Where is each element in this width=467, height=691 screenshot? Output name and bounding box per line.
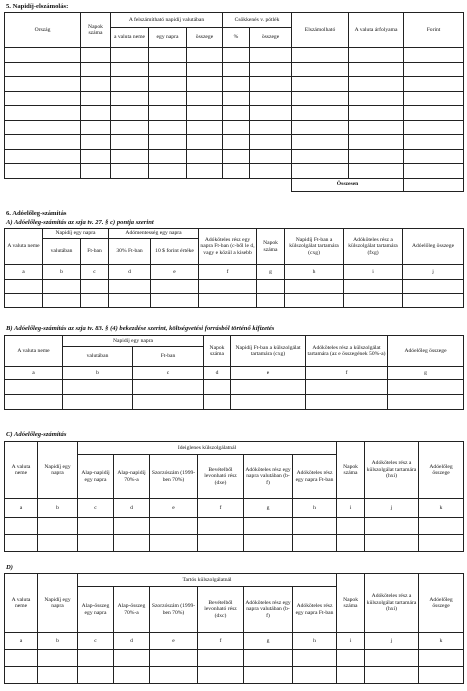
b-col-napok: Napok száma	[204, 336, 231, 367]
c-col-napidij: Napidíj egy napra	[38, 442, 78, 499]
c-col-szorzo: Szorzószám (1999-ben 70%)	[150, 455, 198, 499]
c-col-alap: Alap-napidíj egy napra	[78, 455, 114, 499]
col-egy-napra: egy napra	[149, 28, 187, 48]
c-col-napok: Napok száma	[337, 442, 365, 499]
c-col-ad-ft: Adóköteles rész egy napra Ft-ban	[293, 455, 337, 499]
d-col-alap: Alap-összeg egy napra	[78, 587, 114, 633]
d-col-bevetel: Bevételből levonható rész (dxc)	[198, 587, 244, 633]
c-col-ad-valuta: Adóköteles rész egy napra valutában (b-f)	[244, 455, 293, 499]
col-osszege-2: összege	[250, 28, 292, 48]
napidij-table	[4, 12, 464, 192]
a-col-adomentes: Adómentesség egy napra	[109, 229, 199, 239]
table-a	[4, 228, 464, 308]
col-felszamithato: A felszámítható napidíj valutában	[111, 13, 223, 28]
d-col-ad-ft: Adóköteles rész egy napra Ft-ban	[293, 587, 337, 633]
table-row	[5, 120, 464, 135]
col-pct: %	[223, 28, 250, 48]
c-col-adoeloleg: Adóelőleg összege	[419, 442, 464, 499]
c-col-ad-kulszolg: Adóköteles rész a külszolgálat tartamára (hxi)	[365, 442, 419, 499]
c-col-valuta-neme: A valuta neme	[5, 442, 38, 499]
a-col-adoeloleg: Adóelőleg összege	[403, 229, 464, 265]
b-col-valutaban: valutában	[63, 347, 133, 367]
osszesen-label: Összesen	[292, 178, 404, 191]
d-col-alap70: Alap-összeg 70%-a	[114, 587, 150, 633]
table-row	[5, 149, 464, 164]
section-a-title: A) Adóelőleg-számítás az szja tv. 27. § c) pontja szerint	[6, 219, 154, 226]
table-c	[4, 441, 464, 552]
table-row	[5, 135, 464, 150]
a-col-valuta-neme: A valuta neme	[5, 229, 43, 265]
d-col-adoeloleg: Adóelőleg összege	[419, 574, 464, 633]
c-col-group: Ideiglenes külszolgálatnál	[78, 442, 337, 455]
d-col-group: Tartós külszolgálatnál	[78, 574, 337, 587]
table-row	[5, 518, 464, 535]
table-row	[5, 77, 464, 92]
col-csokkenes: Csökkenés v. pótlék	[223, 13, 292, 28]
col-elszamolhato: Elszámolható	[292, 13, 349, 48]
col-arfolyam: A valuta árfolyama	[349, 13, 404, 48]
a-col-ftban: Ft-ban	[81, 239, 109, 265]
col-valuta-neme: a valuta neme	[111, 28, 149, 48]
osszesen-value[interactable]	[404, 178, 464, 191]
letter-row: a b c d e f g h i j k	[5, 499, 464, 518]
b-col-napidij: Napidíj egy napra	[63, 336, 204, 347]
section-6-title: 6. Adóelőleg-számítás	[6, 210, 67, 217]
a-col-napok: Napok száma	[257, 229, 285, 265]
d-col-napok: Napok száma	[337, 574, 365, 633]
a-col-napidij-kulszolg: Napidíj Ft-ban a külszolgálat tartamára (cxg)	[285, 229, 344, 265]
letter-row: a b c d e f g	[5, 367, 464, 380]
col-orszag: Ország	[5, 13, 81, 48]
table-row	[5, 280, 464, 294]
table-row	[5, 91, 464, 106]
table-row	[5, 535, 464, 552]
c-col-alap70: Alap-napidíj 70%-a	[114, 455, 150, 499]
table-row	[5, 48, 464, 63]
d-col-valuta-neme: A valuta neme	[5, 574, 38, 633]
d-col-ad-kulszolg: Adóköteles rész a külszolgálat tartamára (hxi)	[365, 574, 419, 633]
b-col-valuta-neme: A valuta neme	[5, 336, 63, 367]
table-row	[5, 650, 464, 667]
table-d	[4, 573, 464, 684]
d-col-ad-valuta: Adóköteles rész egy napra valutában (b-f)	[244, 587, 293, 633]
section-c-title: C) Adóelőleg-számítás	[6, 431, 67, 438]
a-col-adokoteles-resz: Adóköteles rész egy napra Ft-ban (c-ből le d, vagy e közül a kisebb	[199, 229, 257, 265]
letter-row: a b c d e f g h i j k	[5, 633, 464, 650]
table-b	[4, 335, 464, 410]
col-osszege: összege	[187, 28, 223, 48]
a-col-adokoteles-kulszolg: Adóköteles rész a külszolgálat tartamára (fxg)	[344, 229, 403, 265]
d-col-napidij: Napidíj egy napra	[38, 574, 78, 633]
total-row	[5, 178, 464, 191]
table-row	[5, 164, 464, 179]
b-col-adokoteles-kulszolg: Adóköteles rész a külszolgálat tartamára (az e összegének 50%-a)	[306, 336, 388, 367]
a-col-napidij: Napidíj egy napra	[43, 229, 109, 239]
d-col-szorzo: Szorzószám (1999-ben 70%)	[150, 587, 198, 633]
col-napok: Napok száma	[81, 13, 111, 48]
col-forint: Forint	[404, 13, 464, 48]
b-col-napidij-kulszolg: Napidíj Ft-ban a külszolgálat tartamára (cxg)	[231, 336, 306, 367]
table-row	[5, 667, 464, 684]
b-col-adoeloleg: Adóelőleg összege	[388, 336, 464, 367]
table-row	[5, 62, 464, 77]
table-row	[5, 395, 464, 410]
a-col-10usd: 10 $ forint értéke	[151, 239, 199, 265]
letter-row: a b c d e f g h i j	[5, 265, 464, 280]
c-col-bevetel: Bevételből levonható rész (dxe)	[198, 455, 244, 499]
b-col-ftban: Ft-ban	[133, 347, 204, 367]
section-5-title: 5. Napidíj-elszámolás:	[6, 3, 69, 10]
table-row	[5, 106, 464, 121]
a-col-30pct: 30% Ft-ban	[109, 239, 151, 265]
section-b-title: B) Adóelőleg-számítás az szja tv. 83. § (4) bekezdése szerint, költségvetési forrásból történő kifizetés	[6, 325, 275, 332]
section-d-title: D)	[6, 564, 13, 571]
table-row	[5, 380, 464, 395]
a-col-valutaban: valutában	[43, 239, 81, 265]
table-row	[5, 294, 464, 308]
